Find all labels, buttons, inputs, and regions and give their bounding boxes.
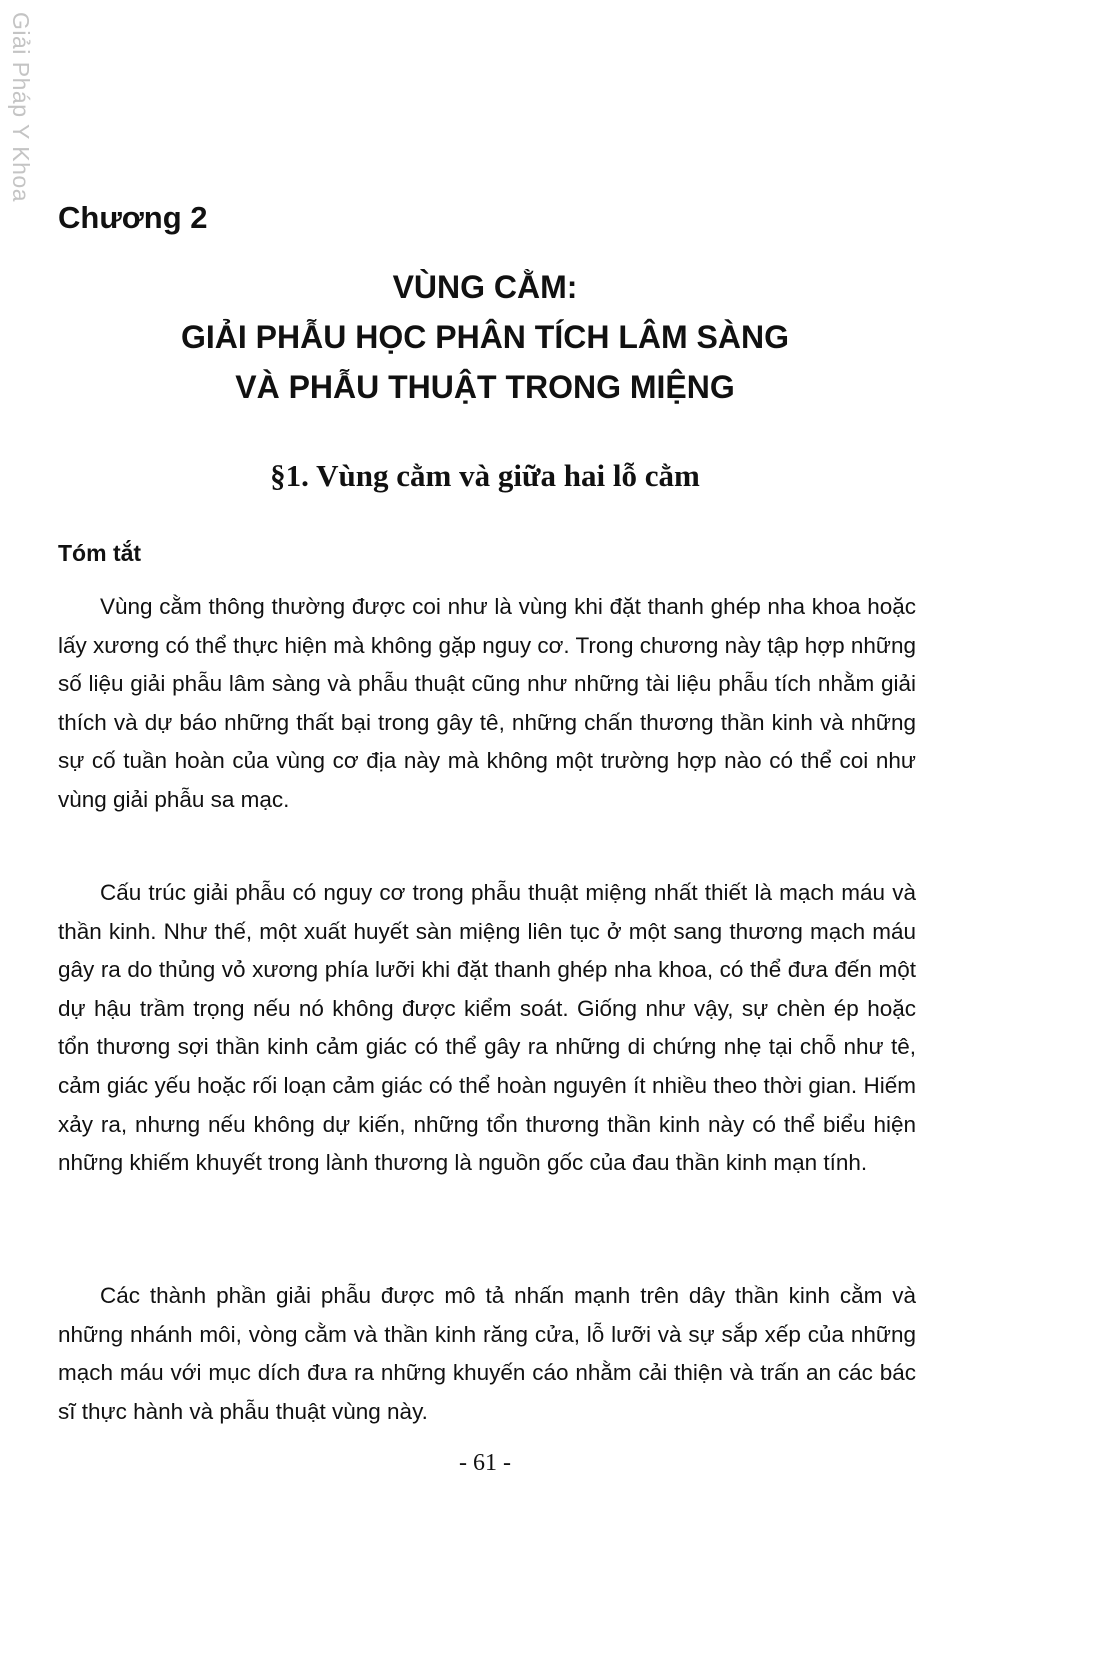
summary-paragraph: Cấu trúc giải phẫu có nguy cơ trong phẫu thuật miệng nhất thiết là mạch máu và thần kinh. Như thế, một xuất huyết sàn miệng liên tục ở một sang thương mạch máu gây ra do thủng vỏ xương phía lưỡi khi đặt thanh ghép nha khoa, có thể đưa đến một dự hậu trầm trọng nếu nó không được kiểm soát. Giống như vậy, sự chèn ép hoặc tổn thương sợi thần kinh cảm giác có thể gây ra những di chứng nhẹ tại chỗ như tê, cảm giác yếu hoặc rối loạn cảm giác có thể hoàn nguyên ít nhiều theo thời gian. Hiếm xảy ra, nhưng nếu không dự kiến, những tổn thương thần kinh này có thể biểu hiện những khiếm khuyết trong lành thương là nguồn gốc của đau thần kinh mạn tính. [58, 880, 916, 1176]
summary-paragraph: Các thành phần giải phẫu được mô tả nhấn mạnh trên dây thần kinh cằm và những nhánh môi, vòng cằm và thần kinh răng cửa, lỗ lưỡi và sự sắp xếp của những mạch máu với mục dích đưa ra những khuyến cáo nhằm cải thiện và trấn an các bác sĩ thực hành và phẫu thuật vùng này. [58, 1283, 916, 1424]
page-number: - 61 - [459, 1450, 511, 1476]
section-title: §1. Vùng cằm và giữa hai lỗ cằm [270, 458, 700, 493]
summary-heading: Tóm tắt [58, 540, 142, 566]
chapter-title-line: VÙNG CẰM: [392, 269, 578, 305]
chapter-title [0, 262, 970, 412]
chapter-label: Chương 2 [58, 200, 208, 235]
summary-paragraph: Vùng cằm thông thường được coi như là vùng khi đặt thanh ghép nha khoa hoặc lấy xương có thể thực hiện mà không gặp nguy cơ. Trong chương này tập hợp những số liệu giải phẫu lâm sàng và phẫu thuật cũng như những tài liệu phẫu tích nhằm giải thích và dự báo những thất bại trong gây tê, những chấn thương thần kinh và những sự cố tuần hoàn của vùng cơ địa này mà không một trường hợp nào có thể coi như vùng giải phẫu sa mạc. [58, 594, 916, 812]
watermark-text: Giải Pháp Y Khoa [8, 12, 34, 203]
chapter-title-line: GIẢI PHẪU HỌC PHÂN TÍCH LÂM SÀNG [181, 319, 789, 355]
chapter-title-line: VÀ PHẪU THUẬT TRONG MIỆNG [235, 369, 735, 405]
